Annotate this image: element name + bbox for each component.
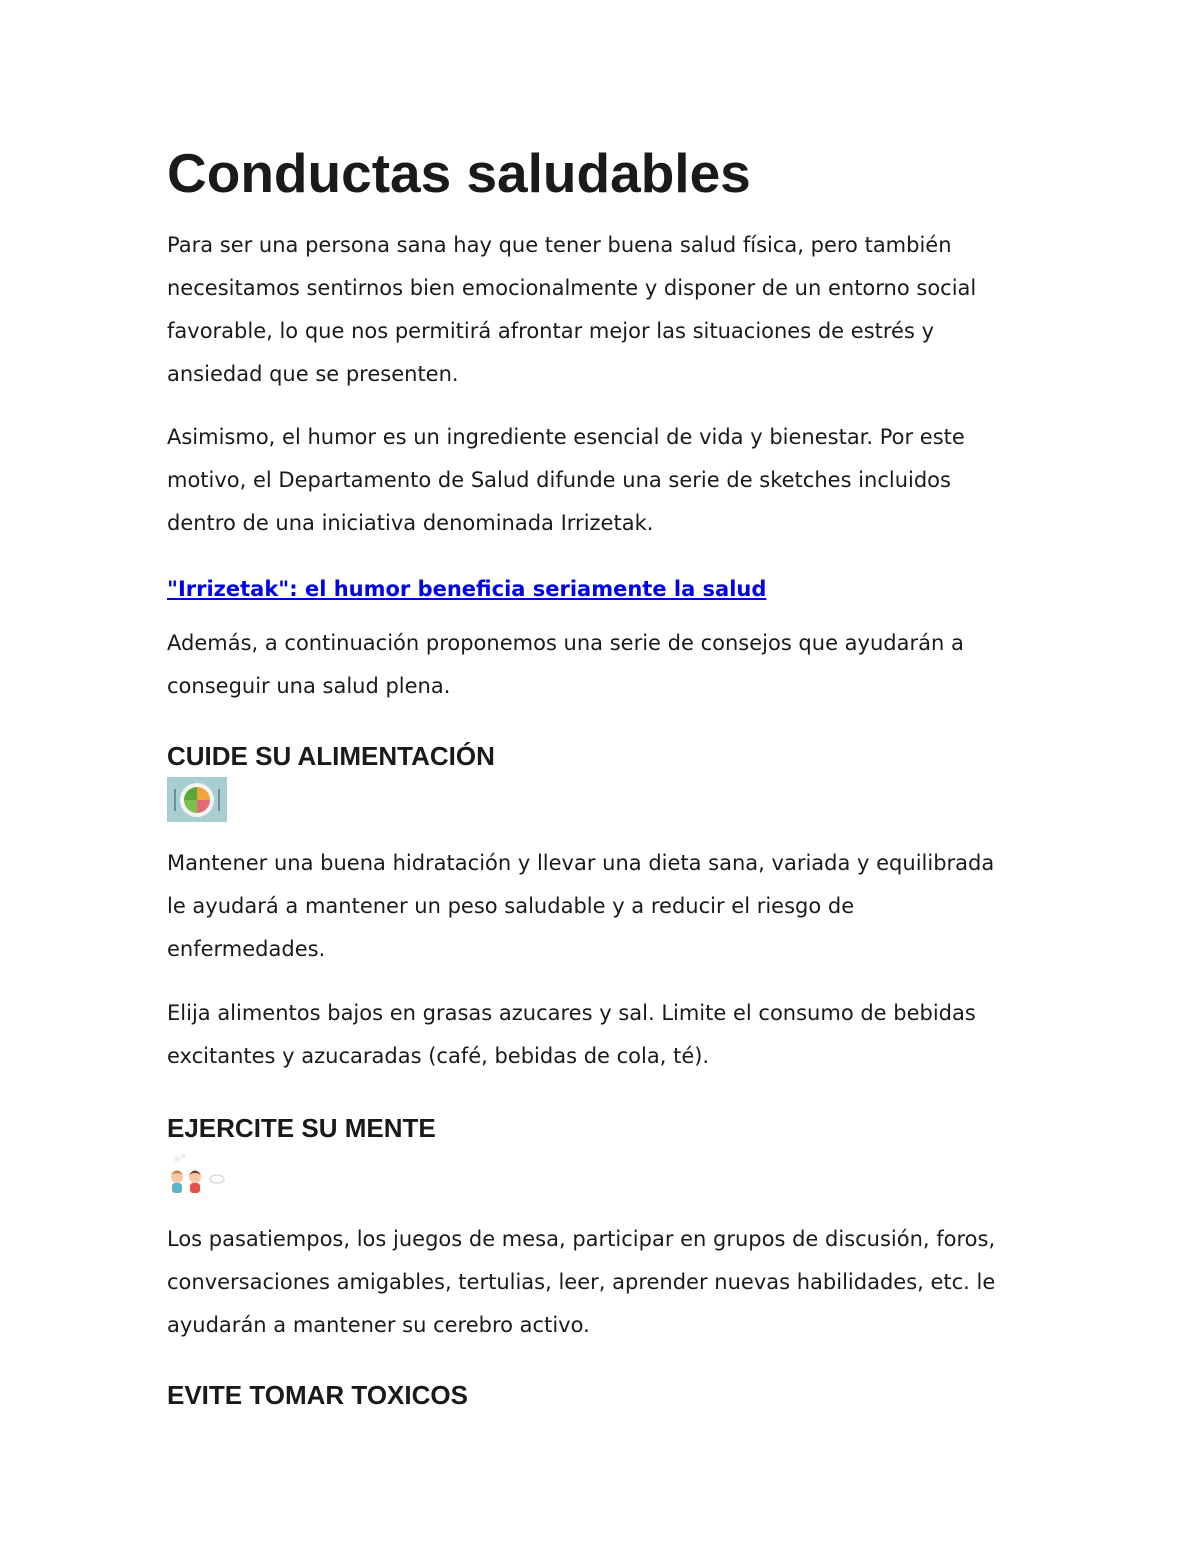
text-line: motivo, el Departamento de Salud difunde una serie de sketches incluidos [167,468,951,492]
people-talking-icon [167,1153,229,1197]
intro-paragraph [167,224,1047,396]
text-line: excitantes y azucaradas (café, bebidas de cola, té). [167,1044,710,1068]
text-line: Elija alimentos bajos en grasas azucares y sal. Limite el consumo de bebidas [167,1001,976,1025]
alimentacion-paragraph-1 [167,842,1047,971]
section-heading-mente: EJERCITE SU MENTE [167,1113,436,1143]
text-line: conseguir una salud plena. [167,674,451,698]
text-line: Además, a continuación proponemos una serie de consejos que ayudarán a [167,631,964,655]
text-line: Para ser una persona sana hay que tener buena salud física, pero también [167,233,952,257]
text-line: ayudarán a mantener su cerebro activo. [167,1313,590,1337]
text-line: le ayudará a mantener un peso saludable y a reducir el riesgo de [167,894,855,918]
text-line: enfermedades. [167,937,326,961]
section-heading-alimentacion: CUIDE SU ALIMENTACIÓN [167,741,495,771]
irrizetak-link[interactable]: "Irrizetak": el humor beneficia seriamente la salud [167,577,767,601]
text-line: favorable, lo que nos permitirá afrontar mejor las situaciones de estrés y [167,319,935,343]
text-line: dentro de una iniciativa denominada Irrizetak. [167,511,654,535]
text-line: Los pasatiempos, los juegos de mesa, participar en grupos de discusión, foros, [167,1227,996,1251]
text-line: ansiedad que se presenten. [167,362,459,386]
text-line: Mantener una buena hidratación y llevar una dieta sana, variada y equilibrada [167,851,995,875]
humor-paragraph [167,416,1047,545]
alimentacion-paragraph-2 [167,992,1047,1078]
text-line: necesitamos sentirnos bien emocionalmente y disponer de un entorno social [167,276,977,300]
text-line: Asimismo, el humor es un ingrediente esencial de vida y bienestar. Por este [167,425,965,449]
healthy-plate-icon [167,777,227,822]
advice-paragraph [167,622,1047,708]
text-line: conversaciones amigables, tertulias, leer, aprender nuevas habilidades, etc. le [167,1270,996,1294]
section-heading-toxicos: EVITE TOMAR TOXICOS [167,1380,468,1410]
page-title: Conductas saludables [167,142,751,204]
mente-paragraph [167,1218,1047,1347]
